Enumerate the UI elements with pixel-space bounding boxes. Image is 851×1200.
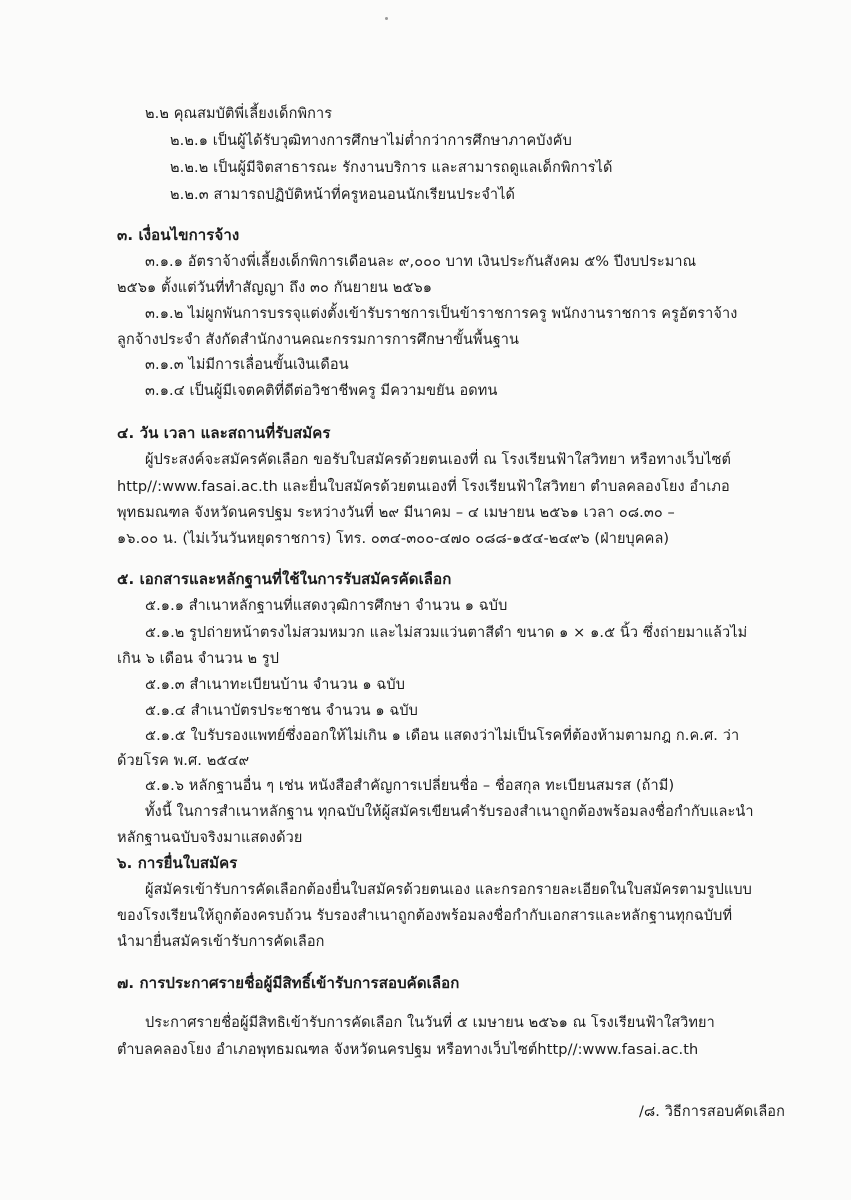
section-3-1-2-line2: ลูกจ้างประจำ สังกัดสำนักงานคณะกรรมการการศึกษาขั้นพื้นฐาน bbox=[117, 332, 520, 348]
scan-speck bbox=[385, 17, 388, 20]
section-5-1-4: ๕.๑.๔ สำเนาบัตรประชาชน จำนวน ๑ ฉบับ bbox=[145, 703, 418, 719]
section-5-1-3: ๕.๑.๓ สำเนาทะเบียนบ้าน จำนวน ๑ ฉบับ bbox=[145, 677, 406, 693]
section-6-paragraph-line3: นำมายื่นสมัครเข้ารับการคัดเลือก bbox=[117, 934, 325, 950]
section-5-note-line1: ทั้งนี้ ในการสำเนาหลักฐาน ทุกฉบับให้ผู้สมัครเขียนคำรับรองสำเนาถูกต้องพร้อมลงชื่อกำกับและนำ bbox=[145, 804, 754, 820]
section-3-1-2-line1: ๓.๑.๒ ไม่ผูกพันการบรรจุแต่งตั้งเข้ารับราชการเป็นข้าราชการครู พนักงานราชการ ครูอัตราจ้าง bbox=[145, 306, 738, 322]
section-5-note-line2: หลักฐานฉบับจริงมาแสดงด้วย bbox=[117, 830, 303, 846]
section-5-1-5-line1: ๕.๑.๕ ใบรับรองแพทย์ซึ่งออกให้ไม่เกิน ๑ เดือน แสดงว่าไม่เป็นโรคที่ต้องห้ามตามกฎ ก.ค.ศ. ว่า bbox=[145, 728, 740, 744]
section-4-paragraph-line1: ผู้ประสงค์จะสมัครคัดเลือก ขอรับใบสมัครด้วยตนเองที่ ณ โรงเรียนฟ้าใสวิทยา หรือทางเว็บไซต์ bbox=[145, 452, 732, 468]
section-3-1-3: ๓.๑.๓ ไม่มีการเลื่อนขั้นเงินเดือน bbox=[145, 357, 349, 373]
section-3-1-4: ๓.๑.๔ เป็นผู้มีเจตคติที่ดีต่อวิชาชีพครู มีความขยัน อดทน bbox=[145, 383, 498, 399]
section-7-paragraph-line1: ประกาศรายชื่อผู้มีสิทธิเข้ารับการคัดเลือก ในวันที่ ๕ เมษายน ๒๕๖๑ ณ โรงเรียนฟ้าใสวิทยา bbox=[145, 1015, 715, 1031]
section-5-1-6: ๕.๑.๖ หลักฐานอื่น ๆ เช่น หนังสือสำคัญการเปลี่ยนชื่อ – ชื่อสกุล ทะเบียนสมรส (ถ้ามี) bbox=[145, 778, 675, 794]
section-3-heading: ๓. เงื่อนไขการจ้าง bbox=[117, 226, 240, 244]
next-page-marker: /๘. วิธีการสอบคัดเลือก bbox=[639, 1104, 785, 1120]
section-5-1-5-line2: ด้วยโรค พ.ศ. ๒๕๔๙ bbox=[117, 753, 250, 769]
section-3-1-1-line2: ๒๕๖๑ ตั้งแต่วันที่ทำสัญญา ถึง ๓๐ กันยายน ๒๕๖๑ bbox=[117, 280, 433, 296]
section-6-paragraph-line1: ผู้สมัครเข้ารับการคัดเลือกต้องยื่นใบสมัครด้วยตนเอง และกรอกรายละเอียดในใบสมัครตามรูปแบบ bbox=[145, 882, 752, 898]
section-6-heading: ๖. การยื่นใบสมัคร bbox=[117, 854, 238, 872]
section-3-1-1-line1: ๓.๑.๑ อัตราจ้างพี่เลี้ยงเด็กพิการเดือนละ ๙,๐๐๐ บาท เงินประกันสังคม ๕% ปีงบประมาณ bbox=[145, 254, 697, 270]
section-2-2-title: ๒.๒ คุณสมบัติพี่เลี้ยงเด็กพิการ bbox=[145, 106, 333, 122]
section-5-1-2-line1: ๕.๑.๒ รูปถ่ายหน้าตรงไม่สวมหมวก และไม่สวมแว่นตาสีดำ ขนาด ๑ × ๑.๕ นิ้ว ซึ่งถ่ายมาแล้วไม่ bbox=[145, 625, 748, 641]
section-7-paragraph-line2: ตำบลคลองโยง อำเภอพุทธมณฑล จังหวัดนครปฐม หรือทางเว็บไซต์http//:www.fasai.ac.th bbox=[117, 1042, 699, 1058]
section-7-heading: ๗. การประกาศรายชื่อผู้มีสิทธิ์เข้ารับการสอบคัดเลือก bbox=[117, 974, 460, 992]
section-2-2-3: ๒.๒.๓ สามารถปฏิบัติหน้าที่ครูหอนอนนักเรียนประจำได้ bbox=[170, 187, 516, 203]
section-4-heading: ๔. วัน เวลา และสถานที่รับสมัคร bbox=[117, 424, 331, 442]
section-5-heading: ๕. เอกสารและหลักฐานที่ใช้ในการรับสมัครคัดเลือก bbox=[117, 570, 452, 588]
section-5-1-1: ๕.๑.๑ สำเนาหลักฐานที่แสดงวุฒิการศึกษา จำนวน ๑ ฉบับ bbox=[145, 598, 508, 614]
section-4-paragraph-line4: ๑๖.๐๐ น. (ไม่เว้นวันหยุดราชการ) โทร. ๐๓๔-๓๐๐-๔๗๐ ๐๘๘-๑๕๔-๒๔๙๖ (ฝ่ายบุคคล) bbox=[117, 531, 670, 547]
section-2-2-2: ๒.๒.๒ เป็นผู้มีจิตสาธารณะ รักงานบริการ และสามารถดูแลเด็กพิการได้ bbox=[170, 160, 613, 176]
section-4-paragraph-line2: http//:www.fasai.ac.th และยื่นใบสมัครด้วยตนเองที่ โรงเรียนฟ้าใสวิทยา ตำบลคลองโยง อำเภอ bbox=[117, 479, 730, 495]
section-4-paragraph-line3: พุทธมณฑล จังหวัดนครปฐม ระหว่างวันที่ ๒๙ มีนาคม – ๔ เมษายน ๒๕๖๑ เวลา ๐๘.๓๐ – bbox=[117, 505, 675, 521]
section-6-paragraph-line2: ของโรงเรียนให้ถูกต้องครบถ้วน รับรองสำเนาถูกต้องพร้อมลงชื่อกำกับเอกสารและหลักฐานทุกฉบับที่ bbox=[117, 908, 733, 924]
section-5-1-2-line2: เกิน ๖ เดือน จำนวน ๒ รูป bbox=[117, 651, 280, 667]
section-2-2-1: ๒.๒.๑ เป็นผู้ได้รับวุฒิทางการศึกษาไม่ต่ำกว่าการศึกษาภาคบังคับ bbox=[170, 133, 572, 149]
